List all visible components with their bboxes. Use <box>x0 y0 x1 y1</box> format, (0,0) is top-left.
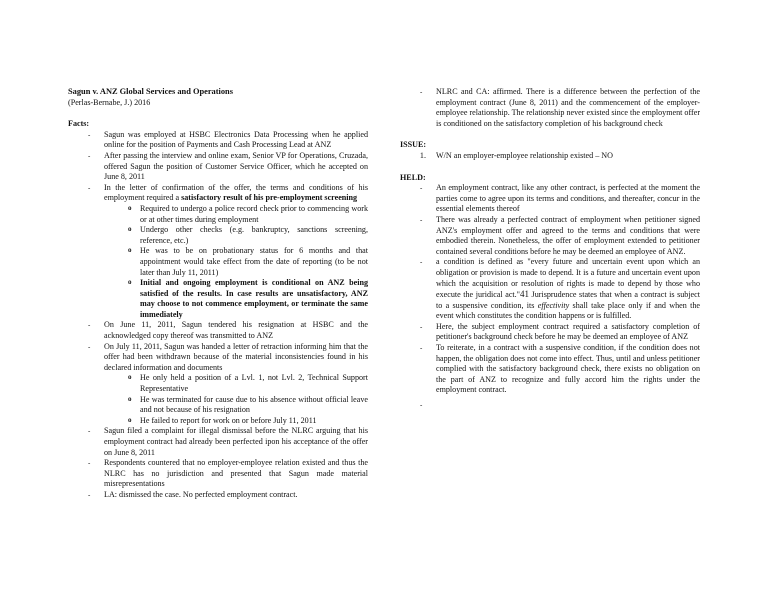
list-item: - There was already a perfected contract of employment when petitioner signed ANZ's employment offer and agreed to the terms and conditions that were embodied therein. Nonetheless, the offer of employment extended to petitioner contained several conditions before he may be deemed an employee of ANZ. <box>436 215 700 257</box>
sub-list-item: o Required to undergo a police record check prior to commencing work or at other times during employment <box>140 204 368 225</box>
list-item: - LA: dismissed the case. No perfected employment contract. <box>104 490 368 501</box>
sub-list <box>104 204 368 321</box>
list-item <box>104 342 368 427</box>
list-item-text: Jurisprudence states that when a contract is subject to a suspensive condition, its <box>436 290 700 310</box>
list-item: - To reiterate, in a contract with a suspensive condition, if the condition does not happen, the obligation does not come into effect. Thus, until and unless petitioner complied with the satisfactory background check, there exists no obligation on the part of ANZ to recognize and fully accord him the rights under the employment contract. <box>436 343 700 396</box>
list-item: - On June 11, 2011, Sagun tendered his resignation at HSBC and the acknowledged copy thereof was transmitted to ANZ <box>104 320 368 341</box>
list-item <box>436 257 700 322</box>
list-item <box>436 400 700 411</box>
list-item-text: In the letter of confirmation of the offer, the terms and conditions of his employment required a <box>104 182 368 203</box>
list-item: - Here, the subject employment contract required a satisfactory completion of petitioner's background check before he may be deemed an employee of ANZ <box>436 322 700 343</box>
list-item-text: a condition is defined as "every future and uncertain event upon which an obligation or provision is made to depend. It is a future and uncertain event upon which the acquisition or resolution of rights is made to depend by those who execute the juridical act." <box>436 257 700 300</box>
issue-heading: ISSUE: <box>400 140 427 150</box>
footnote-ref: 41 <box>520 289 529 300</box>
sub-list-item: o Undergo other checks (e.g. bankruptcy, sanctions screening, reference, etc.) <box>140 225 368 246</box>
list-item: - An employment contract, like any other contract, is perfected at the moment the parties come to agree upon its terms and conditions, and thereafter, concur in the essential elements thereof <box>436 183 700 215</box>
sub-list-item: o Initial and ongoing employment is conditional on ANZ being satisfied of the results. In case results are unsatisfactory, ANZ may choose to not commence employment, or terminate the same immediately <box>140 278 368 320</box>
right-column <box>400 87 700 411</box>
list-item <box>104 183 368 321</box>
sub-list-item: o He only held a position of a Lvl. 1, not Lvl. 2, Technical Support Representative <box>140 373 368 394</box>
sub-list-item: o He was to be on probationary status for 6 months and that appointment would take effect from the date of reporting (to be not later than July 11, 2011) <box>140 246 368 278</box>
list-item: - Respondents countered that no employer-employee relation existed and thus the NLRC has no jurisdiction and presented that Sagun made material misrepresentations <box>104 458 368 490</box>
sub-list-item: o He failed to report for work on or before July 11, 2011 <box>140 416 368 427</box>
list-item-text: On July 11, 2011, Sagun was handed a letter of retraction informing him that the offer had been withdrawn because of the material inconsistencies found in his declared information and documents <box>104 341 368 372</box>
list-item-italic: effectivity <box>537 300 570 310</box>
facts-heading: Facts: <box>68 119 90 129</box>
case-title: Sagun v. ANZ Global Services and Operations <box>68 87 233 96</box>
held-heading: HELD: <box>400 172 426 182</box>
left-column <box>68 87 368 501</box>
list-item-bold: satisfactory result of his pre-employment screening <box>181 193 358 203</box>
list-item-text: shall take place only if and when the event which constitutes the condition happens or is fulfilled. <box>436 300 700 321</box>
nlrc-list <box>400 87 700 129</box>
held-list <box>400 183 700 410</box>
list-item: - NLRC and CA: affirmed. There is a difference between the perfection of the employment contract (June 8, 2011) and the commencement of the employer-employee relationship. The relationship never existed since the employment offer is conditioned on the satisfactory completion of his background check <box>436 87 700 129</box>
facts-list <box>68 130 368 501</box>
case-subtitle: (Perlas-Bernabe, J.) 2016 <box>68 97 151 107</box>
list-item: - Sagun was employed at HSBC Electronics Data Processing when he applied online for the position of Payments and Cash Processing Lead at ANZ <box>104 130 368 151</box>
sub-list-item: o He was terminated for cause due to his absence without official leave and not because of his resignation <box>140 395 368 416</box>
issue-item: 1. W/N an employer-employee relationship existed – NO <box>428 151 700 162</box>
issue-list <box>400 151 700 162</box>
sub-list <box>104 373 368 426</box>
list-item: - Sagun filed a complaint for illegal dismissal before the NLRC arguing that his employment contract had already been perfected ipon his acceptance of the offer on June 8, 2011 <box>104 426 368 458</box>
list-item: - After passing the interview and online exam, Senior VP for Operations, Cruzada, offered Sagun the position of Customer Service Officer, which he accepted on June 8, 2011 <box>104 151 368 183</box>
